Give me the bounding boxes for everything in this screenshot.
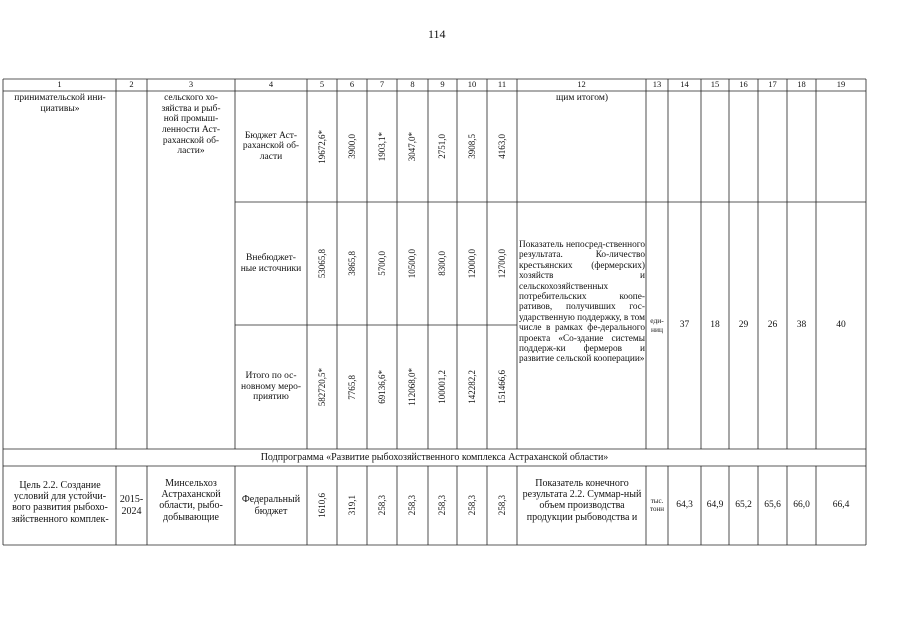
cell-r1-c6 [337,91,367,202]
target-c17: 26 [767,320,778,331]
header-col-17: 17 [768,79,777,90]
indicator-description-2: Показатель конечного результата 2.2. Суммар-ный объем производства продукции рыбоводства и [522,478,642,523]
cell-r1-c7 [367,91,397,202]
header-col-18: 18 [797,79,806,90]
cell-r3-c11 [487,325,517,449]
value-b2-c10: 258,3 [466,495,477,516]
target-c18: 38 [796,320,807,331]
cell-r3-c5 [307,325,337,449]
target-b2-c17: 65,6 [764,500,781,511]
cell-b2-c7 [367,466,397,545]
header-col-16: 16 [739,79,748,90]
target-b2-c14: 64,3 [676,500,693,511]
target-c19: 40 [836,320,846,331]
header-col-5: 5 [319,79,325,90]
value-r1-c8: 3047,0* [407,131,418,162]
period-cell: 2015- 2024 [119,494,144,517]
target-c16: 29 [738,320,749,331]
cell-r2-c9 [428,202,457,325]
header-col-4: 4 [268,79,274,90]
source-extrabudgetary: Внебюджет- ные источники [240,252,302,274]
cell-r3-c7 [367,325,397,449]
target-b2-c15: 64,9 [706,500,724,511]
cell-b2-c5 [307,466,337,545]
header-col-11: 11 [497,79,507,90]
header-col-7: 7 [379,79,385,90]
cell-r1-c9 [428,91,457,202]
header-col-12: 12 [577,79,586,90]
cell-b2-c8 [397,466,428,545]
cell-r2-c10 [457,202,487,325]
source-federal-budget: Федеральный бюджет [241,494,301,517]
value-r3-c10: 142282,2 [466,370,477,404]
header-col-3: 3 [188,79,194,90]
cell-b2-c9 [428,466,457,545]
unit-cell: еди- ниц [650,316,664,334]
cell-b2-c11 [487,466,517,545]
goal-cell: Цель 2.2. Создание условий для устойчи- вого развития рыбохо- зяйственного комплек- [11,480,109,525]
subprogram-title: Подпрограмма «Развитие рыбохозяйственного комплекса Астраханской области» [260,451,609,463]
cell-r1-c10 [457,91,487,202]
cell-r2-c8 [397,202,428,325]
header-col-15: 15 [710,79,720,90]
cell-r3-c9 [428,325,457,449]
value-b2-c11: 258,3 [496,495,507,516]
cell-r1-c11 [487,91,517,202]
cell-r2-c6 [337,202,367,325]
value-b2-c7: 258,3 [376,495,387,516]
target-b2-c16: 65,2 [735,500,752,511]
page-number: 114 [428,27,446,41]
cell-r3-c6 [337,325,367,449]
unit-cell-2: тыс. тонн [650,496,664,513]
value-r2-c7: 5700,0 [376,251,387,276]
cell-b2-c6 [337,466,367,545]
value-r3-c7: 69136,6* [376,370,387,404]
cell-b2-c10 [457,466,487,545]
value-b2-c6: 319,1 [346,495,357,516]
indicator-description: Показатель непосред-ственного результата. Ко-личество крестьянских (фермерских) хозяйств и сельскохозяйственных потребительских коопе-ративов, получивших гос-ударственную поддержку, в том числе в рамках фе-дерального проекта «Со-здание системы поддерж-ки фермеров и развитие сельской кооперации» [519,240,645,365]
value-r1-c5: 19672,6* [316,129,327,164]
target-b2-c19: 66,4 [832,500,850,511]
cell-r3-c10 [457,325,487,449]
value-r1-c9: 2751,0 [437,134,448,159]
cell-r3-c8 [397,325,428,449]
target-b2-c18: 66,0 [793,500,810,511]
cell-r2-c5 [307,202,337,325]
value-r2-c9: 8300,0 [437,251,448,276]
value-r2-c5: 53065,8 [316,248,327,279]
value-r3-c5: 582720,5* [316,367,327,407]
cell-r1-c5 [307,91,337,202]
header-col-14: 14 [680,79,689,90]
indicator-continuation: щим итогом) [555,93,609,103]
value-r2-c6: 3865,8 [346,251,357,276]
cell-r2-c7 [367,202,397,325]
value-r1-c7: 1903,1* [376,131,387,162]
value-r1-c11: 4163,0 [496,134,507,159]
value-r3-c8: 112068,0* [407,368,418,406]
header-col-13: 13 [652,79,662,90]
value-r1-c6: 3900,0 [346,134,357,159]
value-b2-c9: 258,3 [437,495,448,516]
target-c15: 18 [710,320,720,331]
value-r2-c8: 10500,0 [407,248,418,279]
header-col-6: 6 [349,79,355,90]
value-r2-c10: 12000,0 [466,248,477,279]
header-col-10: 10 [467,79,477,90]
target-c14: 37 [679,320,690,331]
header-col-1: 1 [57,79,62,90]
source-total: Итого по ос- новному меро- приятию [240,371,301,403]
source-regional-budget: Бюджет Аст- раханской об- ласти [242,130,300,162]
value-r3-c11: 151466,6 [496,370,507,404]
executor-cell-2: Минсельхоз Астраханской области, рыбо- добывающие [159,478,223,523]
value-r3-c6: 7765,8 [346,374,357,400]
header-col-19: 19 [836,79,846,90]
value-r3-c9: 100001,2 [437,370,448,404]
value-r1-c10: 3908,5 [466,134,477,159]
value-r2-c11: 12700,0 [496,248,507,279]
header-col-8: 8 [410,79,415,90]
header-col-2: 2 [129,79,134,90]
value-b2-c5: 1610,6 [316,493,327,518]
measure-name-cell: принимательской ини- циативы» [14,93,106,114]
executor-cell: сельского хо- зяйства и рыб- ной промыш- ленности Аст- раханской об- ласти» [161,93,221,157]
header-col-9: 9 [440,79,445,90]
cell-r2-c11 [487,202,517,325]
cell-r1-c8 [397,91,428,202]
value-b2-c8: 258,3 [407,495,418,516]
